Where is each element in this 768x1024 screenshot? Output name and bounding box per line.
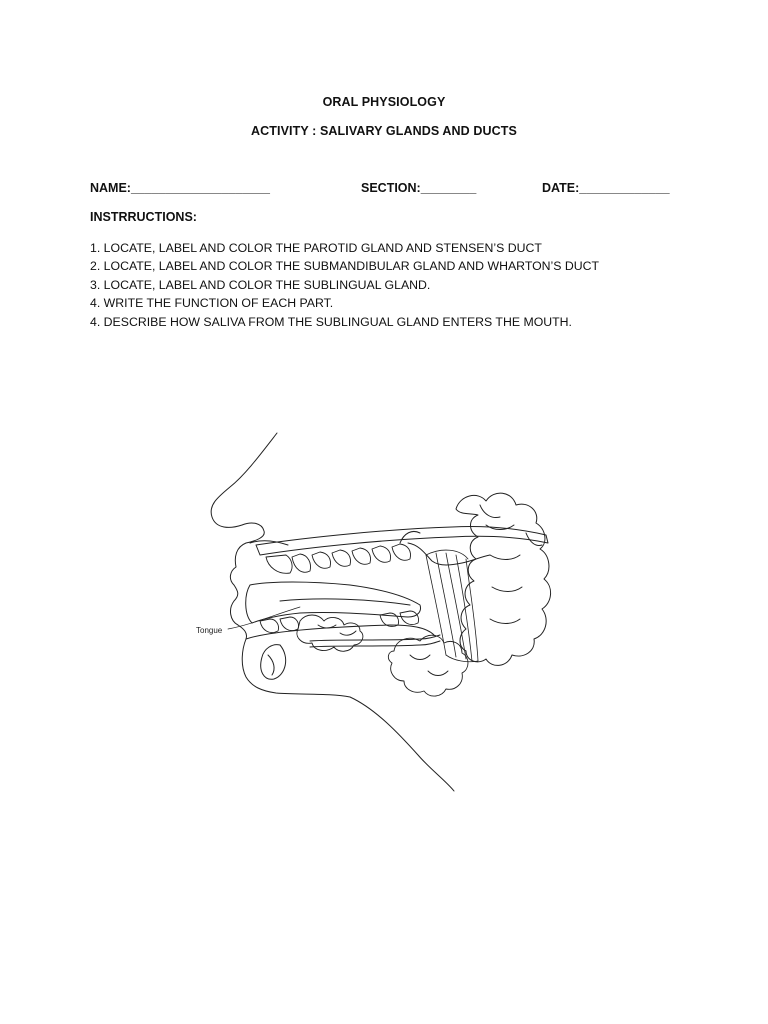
page-title: ORAL PHYSIOLOGY xyxy=(322,95,446,109)
instruction-item: 2. LOCATE, LABEL AND COLOR THE SUBMANDIBULAR GLAND AND WHARTON’S DUCT xyxy=(90,259,600,274)
activity-title: ACTIVITY : SALIVARY GLANDS AND DUCTS xyxy=(251,124,517,138)
hard-palate xyxy=(256,526,548,555)
salivary-glands-diagram xyxy=(190,425,570,800)
parotid-gland xyxy=(456,493,551,665)
face-profile-outline xyxy=(211,433,454,791)
name-field[interactable]: NAME:____________________ xyxy=(90,181,271,195)
instruction-item: 4. WRITE THE FUNCTION OF EACH PART. xyxy=(90,296,334,311)
date-field[interactable]: DATE:_____________ xyxy=(542,181,670,195)
lower-teeth xyxy=(260,611,419,633)
instruction-item: 3. LOCATE, LABEL AND COLOR THE SUBLINGUAL GLAND. xyxy=(90,277,431,292)
instructions-list xyxy=(90,239,599,331)
upper-teeth xyxy=(266,544,411,573)
section-field[interactable]: SECTION:________ xyxy=(361,181,477,195)
tongue-label: Tongue xyxy=(196,626,223,635)
instructions-heading: INSTRRUCTIONS: xyxy=(90,210,197,224)
masseter-muscle xyxy=(426,550,478,662)
instruction-item: 1. LOCATE, LABEL AND COLOR THE PAROTID GLAND AND STENSEN’S DUCT xyxy=(90,241,542,255)
instruction-item: 4. DESCRIBE HOW SALIVA FROM THE SUBLINGUAL GLAND ENTERS THE MOUTH. xyxy=(90,314,572,329)
stensen-duct xyxy=(408,543,490,565)
